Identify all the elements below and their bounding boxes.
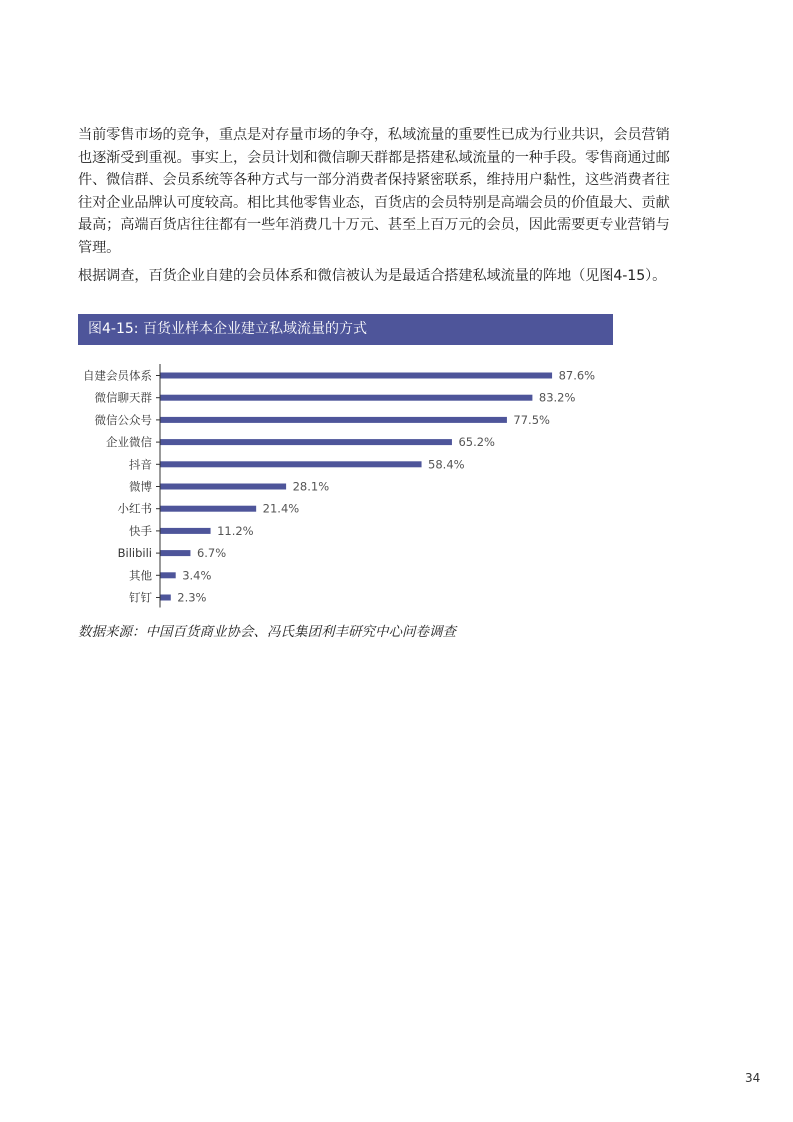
category-label: Bilibili — [117, 546, 152, 561]
value-label: 83.2% — [538, 390, 576, 405]
category-label: 微信公众号 — [94, 412, 152, 427]
value-label: 87.6% — [558, 368, 596, 383]
category-label: 钉钉 — [129, 590, 152, 605]
value-label: 21.4% — [262, 501, 300, 516]
chart-title: 图4-15: 百货业样本企业建立私域流量的方式 — [78, 314, 613, 345]
value-label: 65.2% — [458, 435, 495, 450]
value-label: 28.1% — [292, 479, 330, 494]
category-label: 企业微信 — [106, 435, 152, 450]
category-label: 快手 — [129, 523, 152, 538]
bar — [161, 572, 176, 578]
category-label: 小红书 — [117, 501, 152, 516]
bar — [161, 528, 211, 534]
page-number: 34 — [745, 1071, 761, 1085]
bar — [161, 484, 287, 490]
bar — [161, 373, 553, 379]
bar-chart — [60, 362, 620, 612]
value-label: 2.3% — [177, 590, 207, 605]
bar — [161, 417, 507, 423]
bar — [161, 595, 171, 601]
value-label: 58.4% — [428, 457, 465, 472]
body-paragraph-2: 根据调查，百货企业自建的会员体系和微信被认为是最适合搭建私域流量的阵地（见图4-15）。 — [78, 268, 667, 284]
bar — [161, 439, 452, 445]
value-label: 11.2% — [217, 523, 254, 538]
category-label: 微博 — [129, 479, 152, 494]
bar — [161, 461, 422, 467]
value-label: 6.7% — [196, 546, 227, 561]
category-label: 自建会员体系 — [83, 368, 152, 383]
bar — [161, 395, 533, 401]
body-paragraph-1: 当前零售市场的竞争，重点是对存量市场的争夺，私域流量的重要性已成为行业共识，会员营销也逐渐受到重视。事实上，会员计划和微信聊天群都是搭建私域流量的一种手段。零售商通过邮件、微信群、会员系统等各种方式与一部分消费者保持紧密联系，维持用户黏性，这些消费者往往对企业品牌认可度较高。相比其他零售业态，百货店的会员特别是高端会员的价值最大、贡献最高；高端百货店往往都有一些年消费几十万元、甚至上百万元的会员，因此需要更专业营销与管理。 — [78, 127, 670, 256]
data-source-note: 数据来源：中国百货商业协会、冯氏集团利丰研究中心问卷调查 — [78, 624, 456, 640]
bar — [161, 550, 191, 556]
category-label: 抖音 — [129, 457, 152, 472]
value-label: 3.4% — [182, 568, 212, 583]
category-label: 微信聊天群 — [94, 390, 152, 405]
bar — [161, 506, 257, 512]
category-label: 其他 — [129, 568, 152, 583]
value-label: 77.5% — [513, 412, 550, 427]
